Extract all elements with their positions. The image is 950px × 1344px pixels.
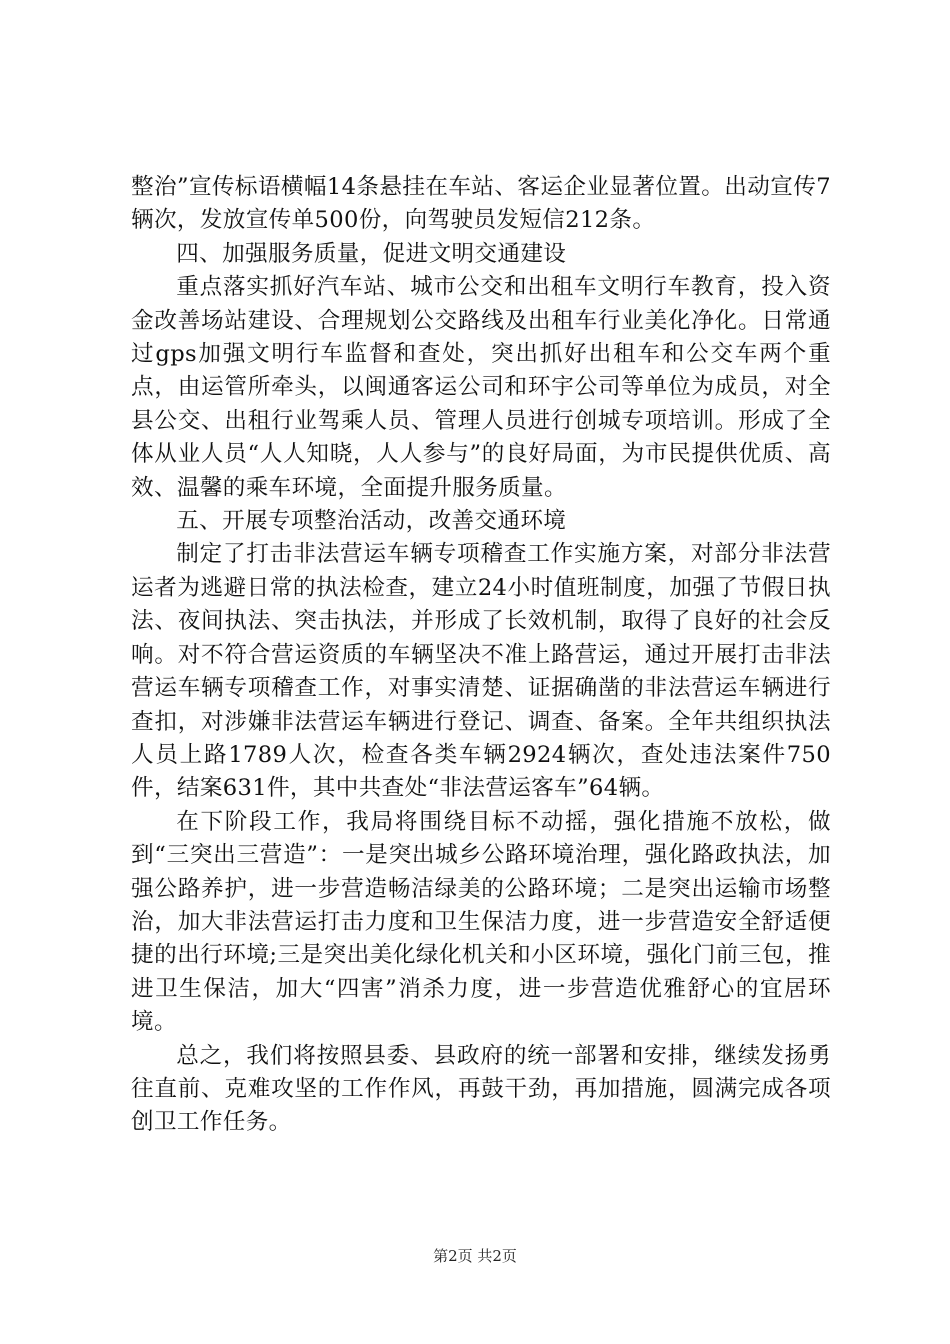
section-heading-4: 四、加强服务质量，促进文明交通建设 (176, 240, 567, 267)
paragraph-special-rectification: 制定了打击非法营运车辆专项稽查工作实施方案，对部分非法营运者为逃避日常的执法检查，建立24小时值班制度，加强了节假日执法、夜间执法、突击执法，并形成了长效机制，取得了良好的社会反响。对不符合营运资质的车辆坚决不准上路营运，通过开展打击非法营运车辆专项稽查工作，对事实清楚、证据确凿的非法营运车辆进行查扣，对涉嫌非法营运车辆进行登记、调查、备案。全年共组织执法人员上路1789人次，检查各类车辆2924辆次，查处违法案件750件，结案631件，其中共查处“非法营运客车”64辆。 (131, 541, 831, 802)
paragraph-service-quality: 重点落实抓好汽车站、城市公交和出租车文明行车教育，投入资金改善场站建设、合理规划公交路线及出租车行业美化净化。日常通过gps加强文明行车监督和查处，突出抓好出租车和公交车两个重点，由运管所牵头，以闽通客运公司和环宇公司等单位为成员，对全县公交、出租行业驾乘人员、管理人员进行创城专项培训。形成了全体从业人员“人人知晓，人人参与”的良好局面，为市民提供优质、高效、温馨的乘车环境，全面提升服务质量。 (131, 274, 831, 501)
paragraph-next-stage: 在下阶段工作，我局将围绕目标不动摇，强化措施不放松，做到“三突出三营造”：一是突出城乡公路环境治理，强化路政执法，加强公路养护，进一步营造畅洁绿美的公路环境；二是突出运输市场整治，加大非法营运打击力度和卫生保洁力度，进一步营造安全舒适便捷的出行环境;三是突出美化绿化机关和小区环境，强化门前三包，推进卫生保洁，加大“四害”消杀力度，进一步营造优雅舒心的宜居环境。 (131, 808, 831, 1036)
paragraph-conclusion: 总之，我们将按照县委、县政府的统一部署和安排，继续发扬勇往直前、克难攻坚的工作作风，再鼓干劲，再加措施，圆满完成各项创卫工作任务。 (131, 1042, 831, 1136)
section-heading-5: 五、开展专项整治活动，改善交通环境 (176, 508, 567, 535)
paragraph-continuation: 整治”宣传标语横幅14条悬挂在车站、客运企业显著位置。出动宣传7辆次，发放宣传单500份，向驾驶员发短信212条。 (131, 174, 831, 234)
document-body (131, 171, 831, 1140)
page-number-footer: 第2页 共2页 (433, 1247, 517, 1265)
